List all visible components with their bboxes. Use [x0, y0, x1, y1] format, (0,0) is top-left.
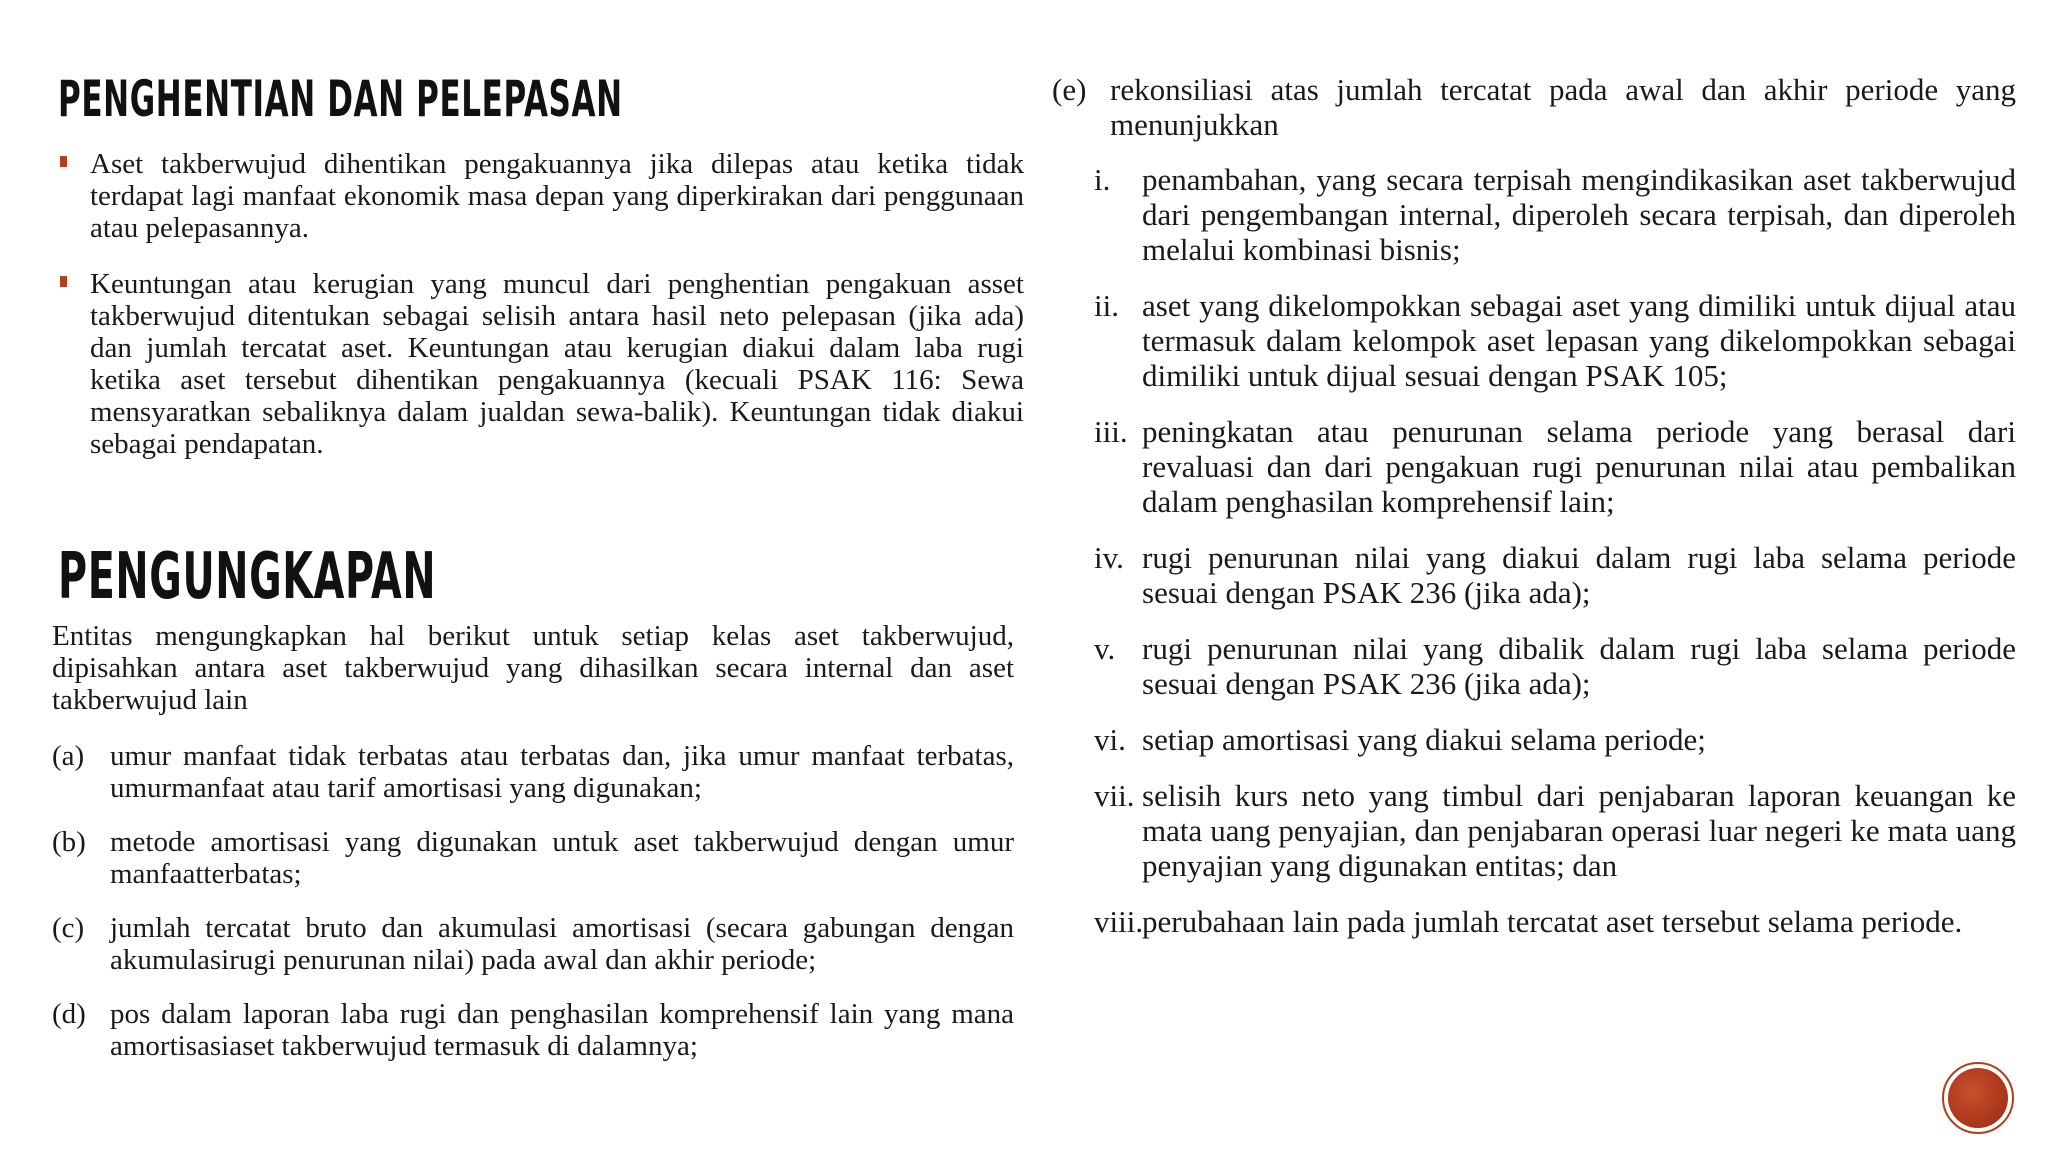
sub-list-item	[1094, 722, 2016, 757]
sub-list-item-text: setiap amortisasi yang diakui selama periode;	[1142, 722, 1706, 757]
sub-list-item	[1094, 162, 2016, 267]
list-item-text: rekonsiliasi atas jumlah tercatat pada awal dan akhir periode yang menunjukkan	[1110, 72, 2016, 142]
list-item-label: (c)	[52, 912, 85, 944]
list-item	[52, 740, 1014, 804]
sub-list-item-label: vi.	[1094, 722, 1126, 757]
sub-list-item-text: penambahan, yang secara terpisah mengindikasikan aset takberwujud dari pengembangan internal, diperoleh secara terpisah, dan diperoleh melalui kombinasi bisnis;	[1142, 162, 2016, 267]
list-item-text: metode amortisasi yang digunakan untuk aset takberwujud dengan umur manfaatterbatas;	[110, 826, 1014, 890]
sub-list-item-label: viii.	[1094, 904, 1144, 939]
sub-list-item-text: perubahaan lain pada jumlah tercatat aset tersebut selama periode.	[1142, 904, 1963, 939]
bullet-marker-icon	[60, 156, 67, 167]
heading-penghentian: PENGHENTIAN DAN PELEPASAN	[58, 70, 623, 128]
list-item-label: (b)	[52, 826, 86, 858]
sub-list-item-label: iii.	[1094, 414, 1128, 449]
intro-paragraph: Entitas mengungkapkan hal berikut untuk setiap kelas aset takberwujud, dipisahkan antara aset takberwujud yang dihasilkan secara internal dan aset takberwujud lain	[52, 620, 1014, 716]
circle-button-fill	[1948, 1068, 2008, 1128]
sub-list-item-label: iv.	[1094, 540, 1124, 575]
sub-list-item-text: rugi penurunan nilai yang diakui dalam rugi laba selama periode sesuai dengan PSAK 236 (jika ada);	[1142, 540, 2016, 610]
sub-list-item-text: peningkatan atau penurunan selama periode yang berasal dari revaluasi dan dari pengakuan rugi penurunan nilai atau pembalikan dalam penghasilan komprehensif lain;	[1142, 414, 2016, 519]
bullet-text: Keuntungan atau kerugian yang muncul dari penghentian pengakuan asset takberwujud ditentukan sebagai selisih antara hasil neto pelepasan (jika ada) dan jumlah tercatat aset. Keuntungan atau kerugian diakui dalam laba rugi ketika aset tersebut dihentikan pengakuannya (kecuali PSAK 116: Sewa mensyaratkan sebaliknya dalam jualdan sewa-balik). Keuntungan tidak diakui sebagai pendapatan.	[90, 268, 1024, 460]
bullet-text: Aset takberwujud dihentikan pengakuannya jika dilepas atau ketika tidak terdapat lagi manfaat ekonomik masa depan yang diperkirakan dari penggunaan atau pelepasannya.	[90, 148, 1024, 244]
circle-button-icon[interactable]	[1942, 1062, 2014, 1134]
list-item	[52, 912, 1014, 976]
sub-list-item	[1094, 414, 2016, 519]
sub-list-item-text: selisih kurs neto yang timbul dari penjabaran laporan keuangan ke mata uang penyajian, dan penjabaran operasi luar negeri ke mata uang penyajian yang digunakan entitas; dan	[1142, 778, 2016, 883]
list-item-label: (d)	[52, 998, 86, 1030]
list-item	[52, 826, 1014, 890]
sub-list-item	[1094, 540, 2016, 610]
sub-list-item	[1094, 288, 2016, 393]
sub-list-item-label: i.	[1094, 162, 1111, 197]
bullet-item	[56, 268, 1024, 460]
sub-list-item-text: aset yang dikelompokkan sebagai aset yang dimiliki untuk dijual atau termasuk dalam kelompok aset lepasan yang dikelompokkan sebagai dimiliki untuk dijual sesuai dengan PSAK 105;	[1142, 288, 2016, 393]
list-item-label: (e)	[1052, 72, 1087, 107]
bullet-item	[56, 148, 1024, 244]
sub-list-item-label: ii.	[1094, 288, 1119, 323]
sub-list-item	[1094, 631, 2016, 701]
sub-list-item	[1094, 778, 2016, 883]
heading-pengungkapan: PENGUNGKAPAN	[58, 540, 437, 614]
list-item	[52, 998, 1014, 1062]
sub-list-item-text: rugi penurunan nilai yang dibalik dalam rugi laba selama periode sesuai dengan PSAK 236 (jika ada);	[1142, 631, 2016, 701]
bullet-marker-icon	[60, 276, 67, 287]
disclosure-list	[52, 740, 1014, 1084]
sub-list-item-label: v.	[1094, 631, 1116, 666]
sub-list-item	[1094, 904, 2016, 939]
sub-list-item-label: vii.	[1094, 778, 1135, 813]
list-item-e	[1052, 72, 2016, 142]
list-item-text: umur manfaat tidak terbatas atau terbatas dan, jika umur manfaat terbatas, umurmanfaat atau tarif amortisasi yang digunakan;	[110, 740, 1014, 804]
bullet-list	[56, 148, 1024, 484]
list-item-text: pos dalam laporan laba rugi dan penghasilan komprehensif lain yang mana amortisasiaset takberwujud termasuk di dalamnya;	[110, 998, 1014, 1062]
reconciliation-list	[1094, 162, 2016, 960]
list-item-text: jumlah tercatat bruto dan akumulasi amortisasi (secara gabungan dengan akumulasirugi penurunan nilai) pada awal dan akhir periode;	[110, 912, 1014, 976]
list-item-label: (a)	[52, 740, 85, 772]
